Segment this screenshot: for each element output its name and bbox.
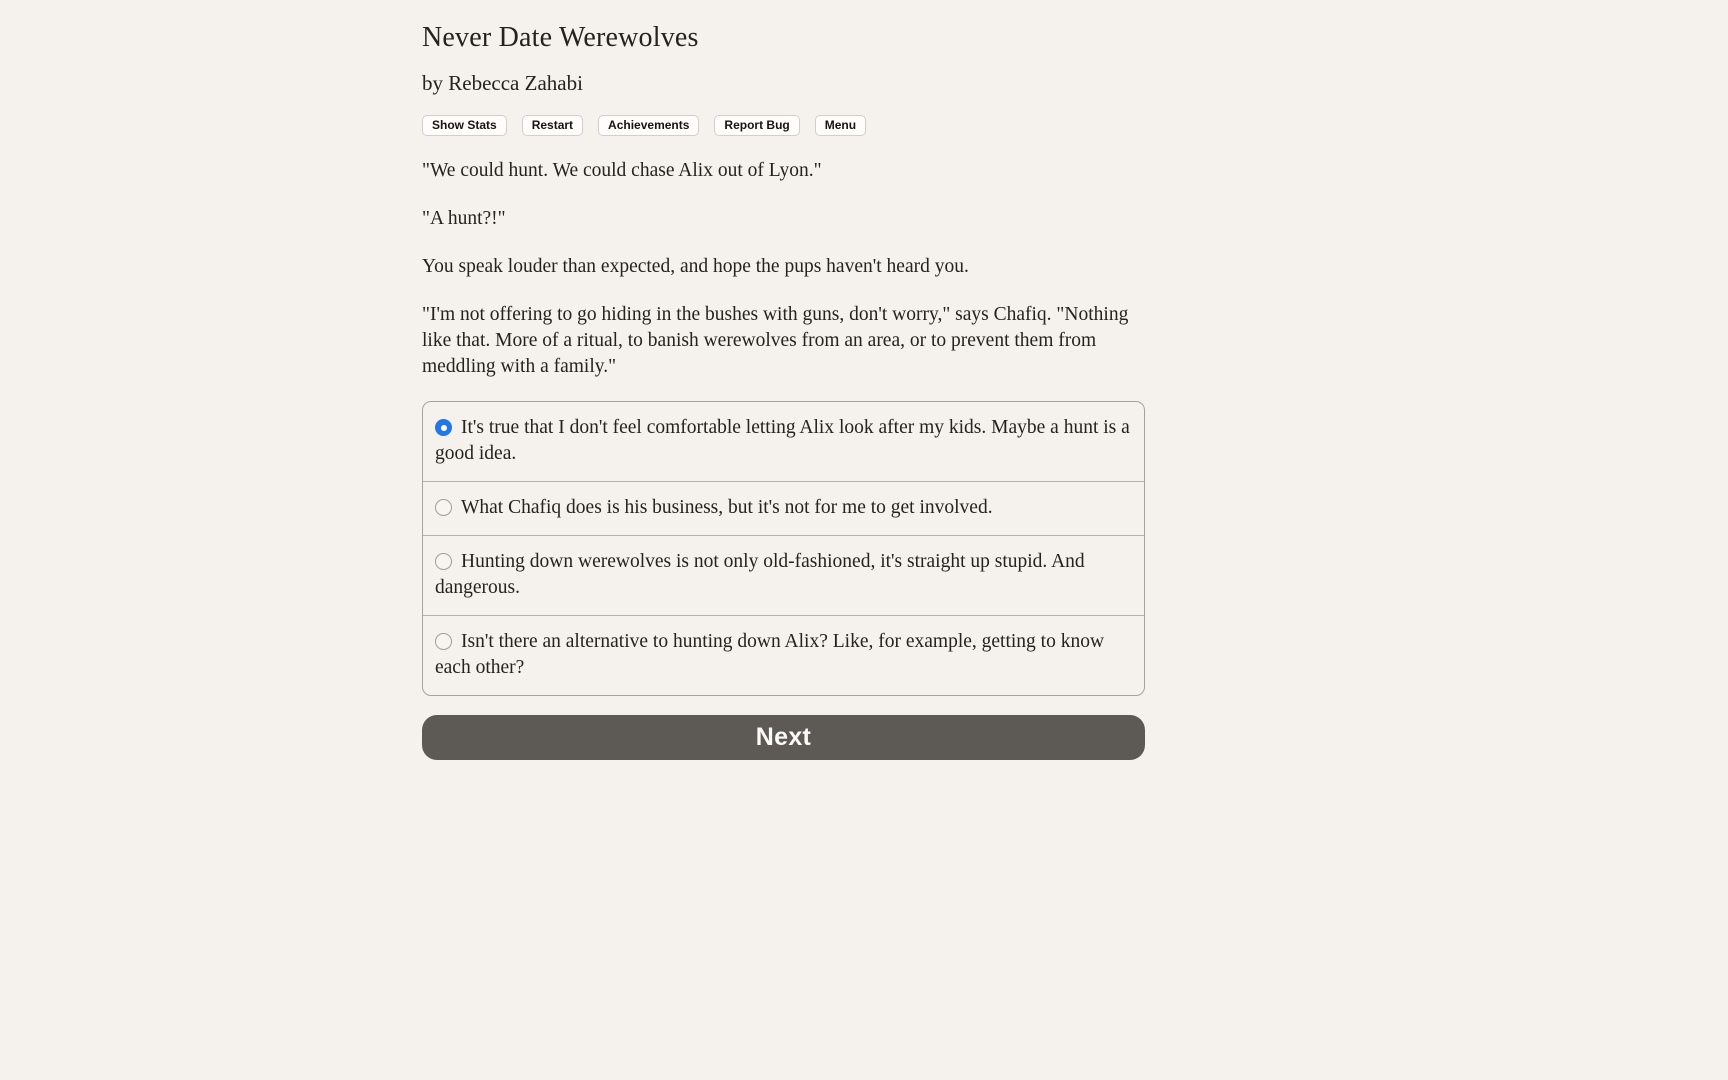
choice-group — [422, 401, 1145, 696]
choice-label: It's true that I don't feel comfortable letting Alix look after my kids. Maybe a hunt is a good idea. — [435, 417, 1130, 464]
story-paragraph: "A hunt?!" — [422, 208, 506, 229]
choice-option-2[interactable] — [423, 481, 1144, 535]
radio-button[interactable] — [435, 553, 452, 570]
game-title: Never Date Werewolves — [422, 22, 699, 53]
story-paragraph: "We could hunt. We could chase Alix out of Lyon." — [422, 160, 822, 181]
radio-button-selected[interactable] — [435, 419, 452, 436]
story-text — [422, 158, 1145, 380]
story-paragraph: You speak louder than expected, and hope the pups haven't heard you. — [422, 256, 969, 277]
choice-option-3[interactable] — [423, 535, 1144, 615]
report-bug-button[interactable]: Report Bug — [714, 115, 799, 136]
next-button[interactable]: Next — [422, 715, 1145, 760]
choice-label: Hunting down werewolves is not only old-fashioned, it's straight up stupid. And dangerous. — [435, 551, 1085, 598]
radio-button[interactable] — [435, 499, 452, 516]
choice-label: What Chafiq does is his business, but it's not for me to get involved. — [461, 497, 993, 518]
achievements-button[interactable]: Achievements — [598, 115, 699, 136]
game-content — [422, 0, 1145, 760]
story-paragraph: "I'm not offering to go hiding in the bushes with guns, don't worry," says Chafiq. "Nothing like that. More of a ritual, to banish werewolves from an area, or to prevent them from meddling with a family." — [422, 304, 1129, 377]
show-stats-button[interactable]: Show Stats — [422, 115, 507, 136]
menu-button[interactable]: Menu — [815, 115, 866, 136]
choice-label: Isn't there an alternative to hunting down Alix? Like, for example, getting to know each other? — [435, 631, 1105, 678]
game-author: by Rebecca Zahabi — [422, 71, 583, 95]
choice-option-1[interactable] — [423, 402, 1144, 481]
choice-option-4[interactable] — [423, 615, 1144, 695]
radio-button[interactable] — [435, 633, 452, 650]
toolbar — [422, 115, 1145, 136]
restart-button[interactable]: Restart — [522, 115, 583, 136]
